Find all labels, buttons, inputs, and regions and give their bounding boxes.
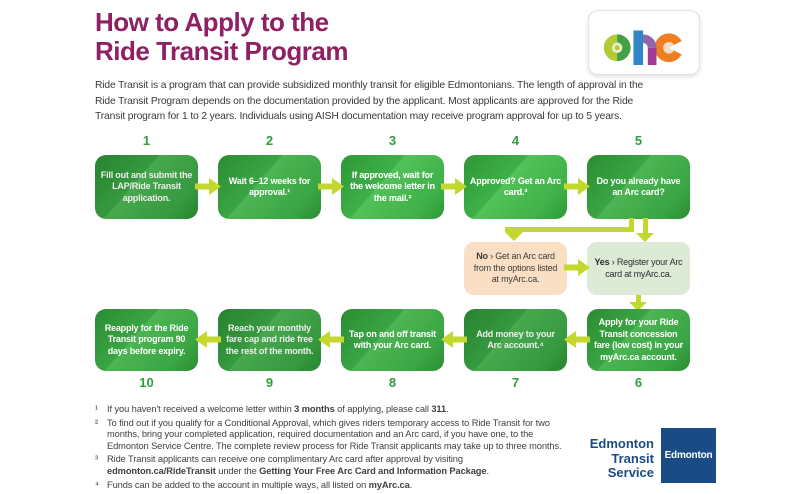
step-number-1: 1 xyxy=(142,133,151,148)
step-box-4-text: Approved? Get an Arc card.³ xyxy=(469,175,562,197)
yes-text: Register your Arc card at myArc.ca. xyxy=(605,257,683,279)
footnote-3-marker: ³ xyxy=(95,454,98,465)
arrow-right-2-3 xyxy=(318,178,344,195)
ets-line-3: Service xyxy=(607,465,654,480)
step-number-9: 9 xyxy=(265,375,274,390)
yes-branch-box xyxy=(587,242,690,295)
step-box-4 xyxy=(464,155,567,219)
step-box-7-text: Add money to your Arc account.⁴ xyxy=(476,328,555,350)
arrow-right-3-4 xyxy=(441,178,467,195)
page-title-line-1: How to Apply to the xyxy=(95,7,329,37)
step-box-2-text: Wait 6–12 weeks for approval.¹ xyxy=(228,175,311,197)
footnote-1-text: If you haven't received a welcome letter within 3 months of applying, please call 311. xyxy=(107,404,449,414)
step-box-8-text: Tap on and off transit with your Arc card. xyxy=(349,328,436,350)
arrow-left-6-7 xyxy=(564,331,590,348)
yes-label: Yes xyxy=(594,257,610,267)
arrow-right-no-yes xyxy=(564,259,590,276)
arrow-right-4-5 xyxy=(564,178,590,195)
step-box-6-text: Apply for your Ride Transit concession fare (low cost) in your myArc.ca account. xyxy=(594,317,683,362)
step-box-2 xyxy=(218,155,321,219)
ets-wordmark xyxy=(540,437,654,481)
page-title-line-2: Ride Transit Program xyxy=(95,36,348,66)
page-title xyxy=(95,8,348,66)
arrow-down-into-yes xyxy=(636,233,654,242)
footnotes xyxy=(95,404,573,493)
no-text: Get an Arc card from the options listed at myArc.ca. xyxy=(473,251,558,285)
no-branch-box xyxy=(464,242,567,295)
step-number-8: 8 xyxy=(388,375,397,390)
step-number-5: 5 xyxy=(634,133,643,148)
yes-branch-text xyxy=(594,257,683,280)
step-box-1 xyxy=(95,155,198,219)
step-number-6: 6 xyxy=(634,375,643,390)
step-number-3: 3 xyxy=(388,133,397,148)
arc-logo xyxy=(588,10,700,75)
step-box-10 xyxy=(95,309,198,371)
step-box-9 xyxy=(218,309,321,371)
footnote-3-text: Ride Transit applicants can receive one complimentary Arc card after approval by visiting edmonton.ca/RideTransit under the Getting Your Free Arc Card and Information Package. xyxy=(107,454,489,476)
step-number-7: 7 xyxy=(511,375,520,390)
edmonton-logo-text: Edmonton xyxy=(664,450,713,461)
arrow-left-9-10 xyxy=(195,331,221,348)
connector-step5-to-no-line xyxy=(505,227,634,232)
step-box-7 xyxy=(464,309,567,371)
arrow-left-7-8 xyxy=(441,331,467,348)
footnote-3 xyxy=(95,454,573,477)
yes-separator: › xyxy=(611,257,615,267)
ets-line-1: Edmonton xyxy=(589,436,654,451)
step-box-10-text: Reapply for the Ride Transit program 90 days before expiry. xyxy=(104,322,189,356)
step-number-2: 2 xyxy=(265,133,274,148)
step-box-6 xyxy=(587,309,690,371)
intro-paragraph: Ride Transit is a program that can provide subsidized monthly transit for eligible Edmontonians. The length of approval in the Ride Transit Program depends on the documentation provided by the applicant. Most applicants are approved for the Ride Transit program for 1 to 2 years. Individuals using AISH documentation may receive program approval for up to 5 years. xyxy=(95,80,644,122)
no-branch-text xyxy=(471,251,560,286)
footnote-4-marker: ⁴ xyxy=(95,479,99,490)
no-separator: › xyxy=(490,251,493,262)
footnote-1-marker: ¹ xyxy=(95,404,98,414)
step-number-10: 10 xyxy=(139,375,154,390)
step-box-3 xyxy=(341,155,444,219)
arrow-right-1-2 xyxy=(195,178,221,195)
footnote-2-marker: ² xyxy=(95,417,98,428)
step-number-4: 4 xyxy=(511,133,520,148)
step-box-8 xyxy=(341,309,444,371)
edmonton-logo xyxy=(661,428,716,483)
footnote-2 xyxy=(95,418,573,453)
footnote-1 xyxy=(95,404,573,416)
footnote-4 xyxy=(95,480,573,492)
step-box-5-text: Do you already have an Arc card? xyxy=(596,175,681,197)
ets-line-2: Transit xyxy=(611,450,654,466)
footnote-2-text: To find out if you qualify for a Conditional Approval, which gives riders temporary access to Ride Transit for two months, bring your completed application, required documentation and an Arc card, if you have one, to the Edmonton Service Centre. The complete review process for Ride Transit applicants may take up to three months. xyxy=(107,417,562,451)
footnote-4-text: Funds can be added to the account in multiple ways, all listed on myArc.ca. xyxy=(107,479,413,490)
no-label: No xyxy=(476,251,488,262)
arrow-down-into-no xyxy=(505,232,523,241)
step-box-1-text: Fill out and submit the LAP/Ride Transit application. xyxy=(100,169,193,203)
step-box-3-text: If approved, wait for the welcome letter in the mail.² xyxy=(350,169,435,203)
connector-step5-to-yes-stub xyxy=(643,218,648,234)
step-box-9-text: Reach your monthly fare cap and ride free the rest of the month. xyxy=(225,322,314,356)
arc-logo-glyphs xyxy=(602,19,686,65)
arrow-left-8-9 xyxy=(318,331,344,348)
step-box-5 xyxy=(587,155,690,219)
